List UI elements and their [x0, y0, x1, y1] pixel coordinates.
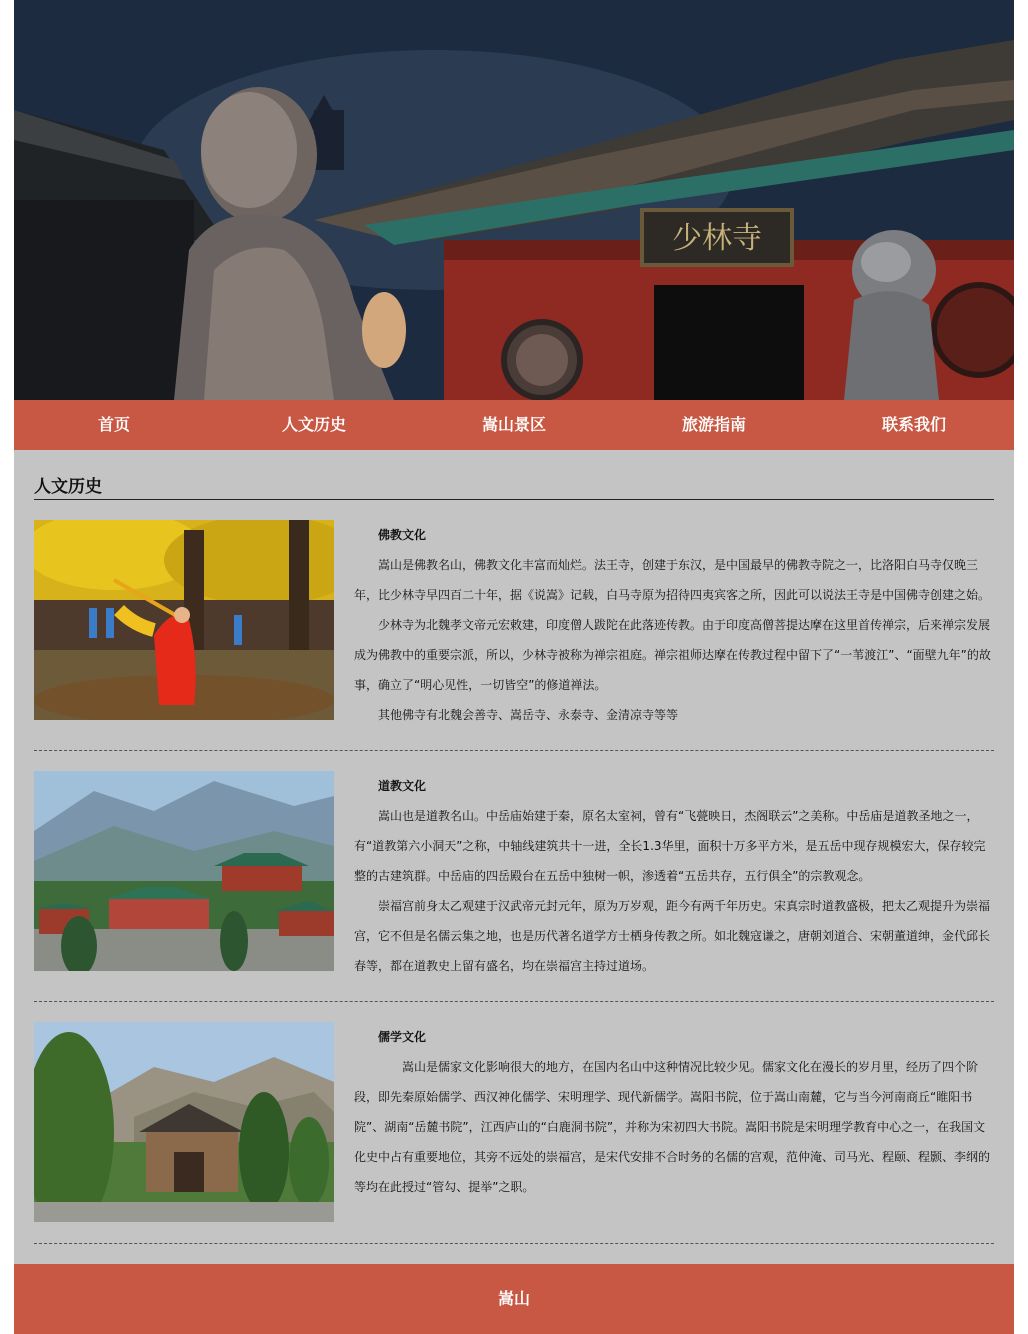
entry-title: 儒学文化: [378, 1030, 427, 1044]
buddhism-text: [354, 520, 992, 730]
main-nav: [14, 400, 1014, 450]
footer: 嵩山: [14, 1264, 1014, 1334]
confucianism-text: [354, 1022, 992, 1202]
nav-item-home[interactable]: 首页: [97, 415, 130, 434]
section-title: 人文历史: [34, 477, 102, 497]
entry-divider: [34, 1243, 994, 1244]
entry-paragraph: 少林寺为北魏孝文帝元宏敕建，印度僧人跋陀在此落迹传教。由于印度高僧菩提达摩在这里首传禅宗，后来禅宗发展成为佛教中的重要宗派，所以，少林寺被称为禅宗祖庭。禅宗祖师达摩在传教过程中留下了“一苇渡江”、“面壁九年”的故事，确立了“明心见性，一切皆空”的修道禅法。: [354, 618, 991, 692]
entry-paragraph: 嵩山也是道教名山。中岳庙始建于秦，原名太室祠，曾有“飞甍映日，杰阁联云”之美称。中岳庙是道教圣地之一，有“道教第六小洞天”之称，中轴线建筑共十一进，全长1.3华里，面积十万多平方米，是五岳中现存规模宏大，保存较完整的古建筑群。中岳庙的四岳殿台在五岳中独树一帜，渗透着“五岳共存，五行俱全”的宗教观念。: [354, 809, 986, 883]
entry-paragraph: 其他佛寺有北魏会善寺、嵩岳寺、永泰寺、金清凉寺等等: [378, 708, 679, 722]
nav-item-history[interactable]: 人文历史: [281, 415, 346, 434]
entry-paragraph: 崇福宫前身太乙观建于汉武帝元封元年，原为万岁观，距今有两千年历史。宋真宗时道教盛极，把太乙观提升为崇福宫，它不但是名儒云集之地，也是历代著名道学方士栖身传教之所。如北魏寇谦之，唐朝刘道合、宋朝董道绅，金代邱长春等，都在道教史上留有盛名，均在崇福宫主持过道场。: [354, 899, 991, 973]
temple-plaque-text: 少林寺: [672, 221, 762, 256]
taoism-text: [354, 771, 992, 981]
nav-item-scenic[interactable]: 嵩山景区: [481, 415, 546, 434]
hero-banner-image: [14, 0, 1014, 400]
nav-item-contact[interactable]: 联系我们: [881, 415, 946, 434]
entry-title: 道教文化: [378, 779, 427, 793]
entry-title: 佛教文化: [378, 528, 427, 542]
entry-paragraph: 嵩山是佛教名山，佛教文化丰富而灿烂。法王寺，创建于东汉，是中国最早的佛教寺院之一，比洛阳白马寺仅晚三年，比少林寺早四百二十年，据《说嵩》记载，白马寺原为招待四夷宾客之所，因此可以说法王寺是中国佛寺创建之始。: [354, 558, 991, 602]
entry-divider: [34, 1001, 994, 1002]
section-divider: [34, 499, 994, 500]
confucianism-photo: [34, 1022, 334, 1222]
entry-divider: [34, 750, 994, 751]
entry-paragraph: 嵩山是儒家文化影响很大的地方，在国内名山中这种情况比较少见。儒家文化在漫长的岁月里，经历了四个阶段，即先秦原始儒学、西汉神化儒学、宋明理学、现代新儒学。嵩阳书院，位于嵩山南麓，它与当今河南商丘“睢阳书院”、湖南“岳麓书院”，江西庐山的“白鹿洞书院”，并称为宋初四大书院。嵩阳书院是宋明理学教育中心之一，在我国文化史中占有重要地位，其旁不远处的崇福宫，是宋代安排不合时务的名儒的宫观，范仲淹、司马光、程颐、程颢、李纲的等均在此授过“管勾、提举”之职。: [354, 1060, 991, 1194]
buddhism-photo: [34, 520, 334, 720]
taoism-photo: [34, 771, 334, 971]
nav-item-guide[interactable]: 旅游指南: [681, 415, 746, 434]
page-container: [14, 0, 1014, 1334]
